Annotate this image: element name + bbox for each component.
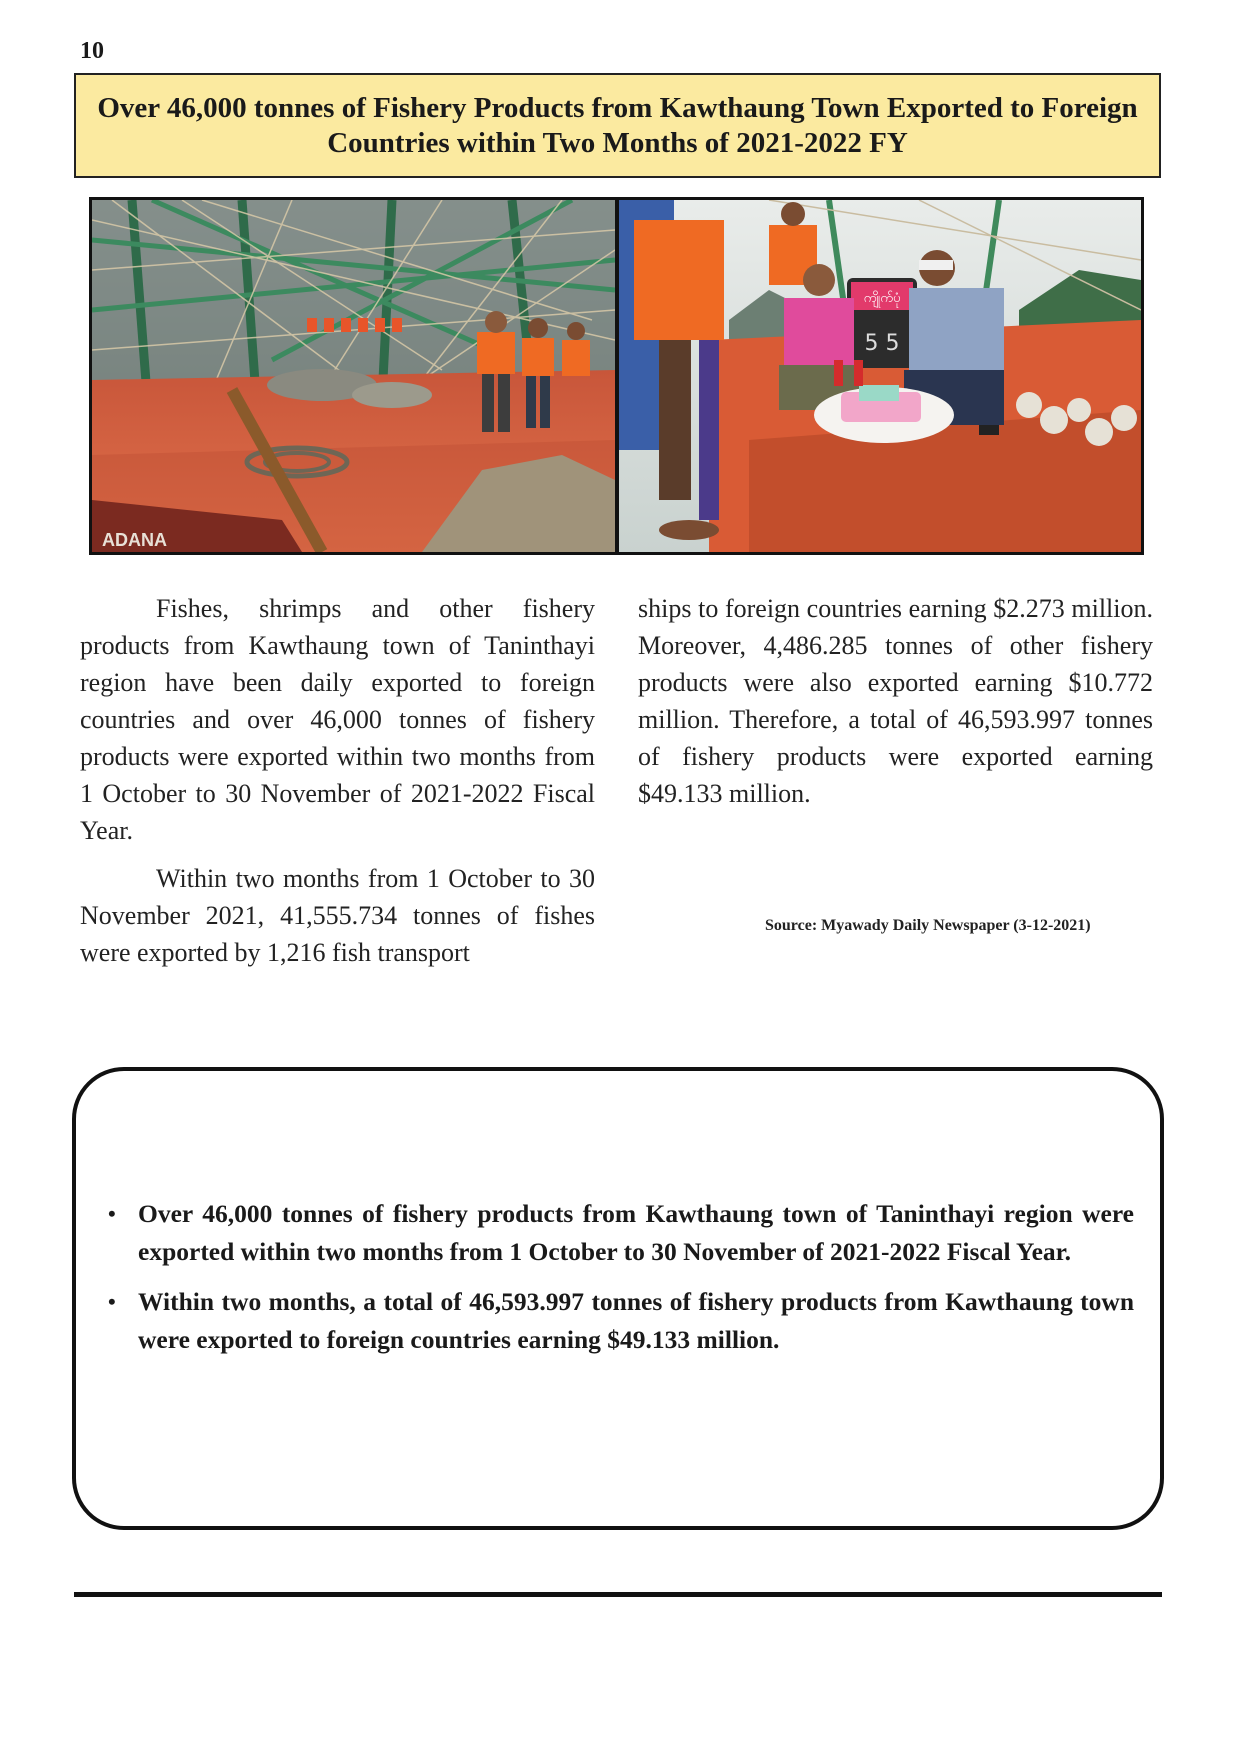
- key-points-list: [108, 1195, 1134, 1371]
- drum-numbers: 5 5: [864, 331, 900, 356]
- headline: Over 46,000 tonnes of Fishery Products from Kawthaung Town Exported to Foreign Countries within Two Months of 2021-2022 FY: [97, 91, 1138, 159]
- headline-box: [74, 73, 1161, 178]
- hull-lettering: ADANA: [102, 530, 167, 550]
- drum-sign-text: ကျိုက်ပုံ: [863, 291, 901, 306]
- photo-strip: [89, 197, 1144, 555]
- fishing-boat-illustration: [92, 200, 615, 552]
- footer-rule: [74, 1592, 1162, 1597]
- source-citation: Source: Myawady Daily Newspaper (3-12-2021): [765, 917, 1091, 934]
- article-paragraph-2-start: Within two months from 1 October to 30 November 2021, 41,555.734 tonnes of fishes were exported by 1,216 fish transport: [80, 864, 595, 967]
- key-point: [108, 1195, 1134, 1271]
- article-column-right: [638, 590, 1153, 823]
- bullet-icon: •: [108, 1289, 116, 1314]
- inspection-illustration: [619, 200, 1141, 552]
- page-number: 10: [80, 38, 104, 64]
- bullet-icon: •: [108, 1201, 116, 1226]
- inspection-photo: [619, 200, 1141, 552]
- fishing-boat-photo: [92, 200, 615, 552]
- article-column-left: [80, 590, 595, 982]
- key-point-text: Within two months, a total of 46,593.997 tonnes of fishery products from Kawthaung town were exported to foreign countries earning $49.133 million.: [138, 1287, 1134, 1354]
- article-paragraph-1: Fishes, shrimps and other fishery products from Kawthaung town of Taninthayi region have been daily exported to foreign countries and over 46,000 tonnes of fishery products were exported within two months from 1 October to 30 November of 2021-2022 Fiscal Year.: [80, 594, 595, 845]
- article-paragraph-2-continued: ships to foreign countries earning $2.273 million. Moreover, 4,486.285 tonnes of other fishery products were also exported earning $10.772 million. Therefore, a total of 46,593.997 tonnes of fishery products were exported earning $49.133 million.: [638, 594, 1153, 808]
- key-point-text: Over 46,000 tonnes of fishery products from Kawthaung town of Taninthayi region were exported within two months from 1 October to 30 November of 2021-2022 Fiscal Year.: [138, 1199, 1134, 1266]
- key-points-box: [72, 1067, 1164, 1530]
- key-point: [108, 1283, 1134, 1359]
